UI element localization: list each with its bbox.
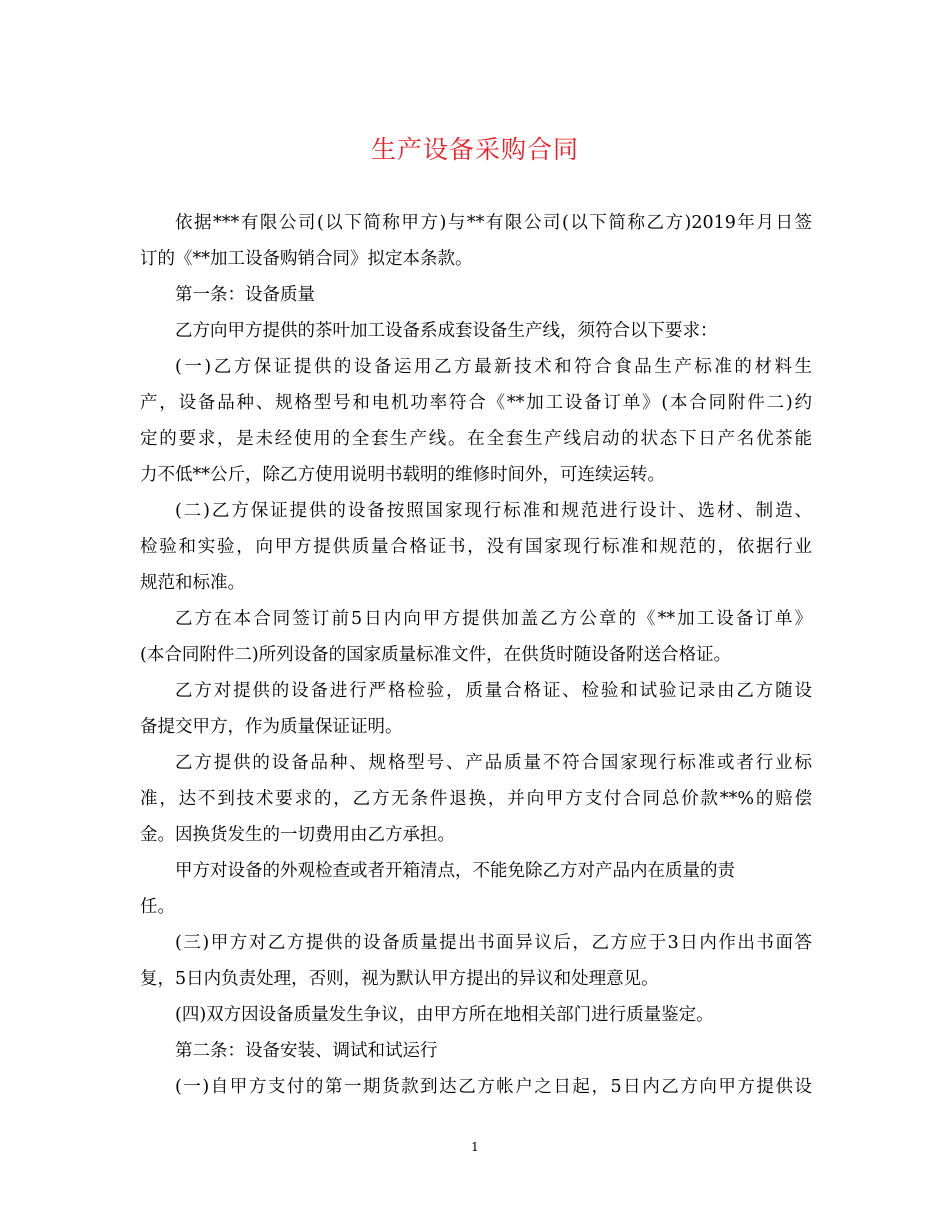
- paragraph-line: 准，达不到技术要求的，乙方无条件退换，并向甲方支付合同总价款**%的赔偿: [140, 789, 812, 809]
- paragraph-line: 第一条：设备质量: [175, 285, 315, 305]
- paragraph-line: 依据***有限公司(以下简称甲方)与**有限公司(以下简称乙方)2019年月日签: [175, 213, 812, 233]
- paragraph-line: (二)乙方保证提供的设备按照国家现行标准和规范进行设计、选材、制造、: [175, 501, 812, 521]
- paragraph-line: 检验和实验，向甲方提供质量合格证书，没有国家现行标准和规范的，依据行业: [140, 537, 812, 557]
- paragraph-line: 第二条：设备安装、调试和试运行: [175, 1041, 438, 1061]
- paragraph-line: 复，5日内负责处理，否则，视为默认甲方提出的异议和处理意见。: [140, 969, 659, 989]
- paragraph-line: (四)双方因设备质量发生争议，由甲方所在地相关部门进行质量鉴定。: [175, 1005, 714, 1025]
- document-body: [140, 205, 812, 1105]
- paragraph-line: 乙方对提供的设备进行严格检验，质量合格证、检验和试验记录由乙方随设: [175, 681, 812, 701]
- paragraph-line: (一)自甲方支付的第一期货款到达乙方帐户之日起，5日内乙方向甲方提供设: [175, 1077, 812, 1097]
- paragraph-line: 订的《**加工设备购销合同》拟定本条款。: [140, 249, 473, 269]
- paragraph-line: 乙方向甲方提供的茶叶加工设备系成套设备生产线，须符合以下要求：: [175, 321, 718, 341]
- paragraph-line: 产，设备品种、规格型号和电机功率符合《**加工设备订单》(本合同附件二)约: [140, 393, 812, 413]
- page-number: 1: [471, 1140, 479, 1154]
- paragraph-line: 规范和标准。: [140, 573, 245, 593]
- paragraph-line: 乙方提供的设备品种、规格型号、产品质量不符合国家现行标准或者行业标: [175, 753, 812, 773]
- paragraph-line: 乙方在本合同签订前5日内向甲方提供加盖乙方公章的《**加工设备订单》: [175, 609, 812, 629]
- paragraph-line: (本合同附件二)所列设备的国家质量标准文件，在供货时随设备附送合格证。: [140, 645, 732, 665]
- paragraph-line: (三)甲方对乙方提供的设备质量提出书面异议后，乙方应于3日内作出书面答: [175, 933, 812, 953]
- paragraph-line: 备提交甲方，作为质量保证证明。: [140, 717, 403, 737]
- paragraph-line: (一)乙方保证提供的设备运用乙方最新技术和符合食品生产标准的材料生: [175, 357, 812, 377]
- paragraph-line: 金。因换货发生的一切费用由乙方承担。: [140, 825, 455, 845]
- paragraph-line: 甲方对设备的外观检查或者开箱清点，不能免除乙方对产品内在质量的责: [175, 861, 735, 881]
- paragraph-line: 定的要求，是未经使用的全套生产线。在全套生产线启动的状态下日产名优茶能: [140, 429, 812, 449]
- paragraph-line: 任。: [140, 897, 175, 917]
- document-title: 生产设备采购合同: [370, 135, 579, 164]
- paragraph-line: 力不低**公斤，除乙方使用说明书载明的维修时间外，可连续运转。: [140, 465, 665, 485]
